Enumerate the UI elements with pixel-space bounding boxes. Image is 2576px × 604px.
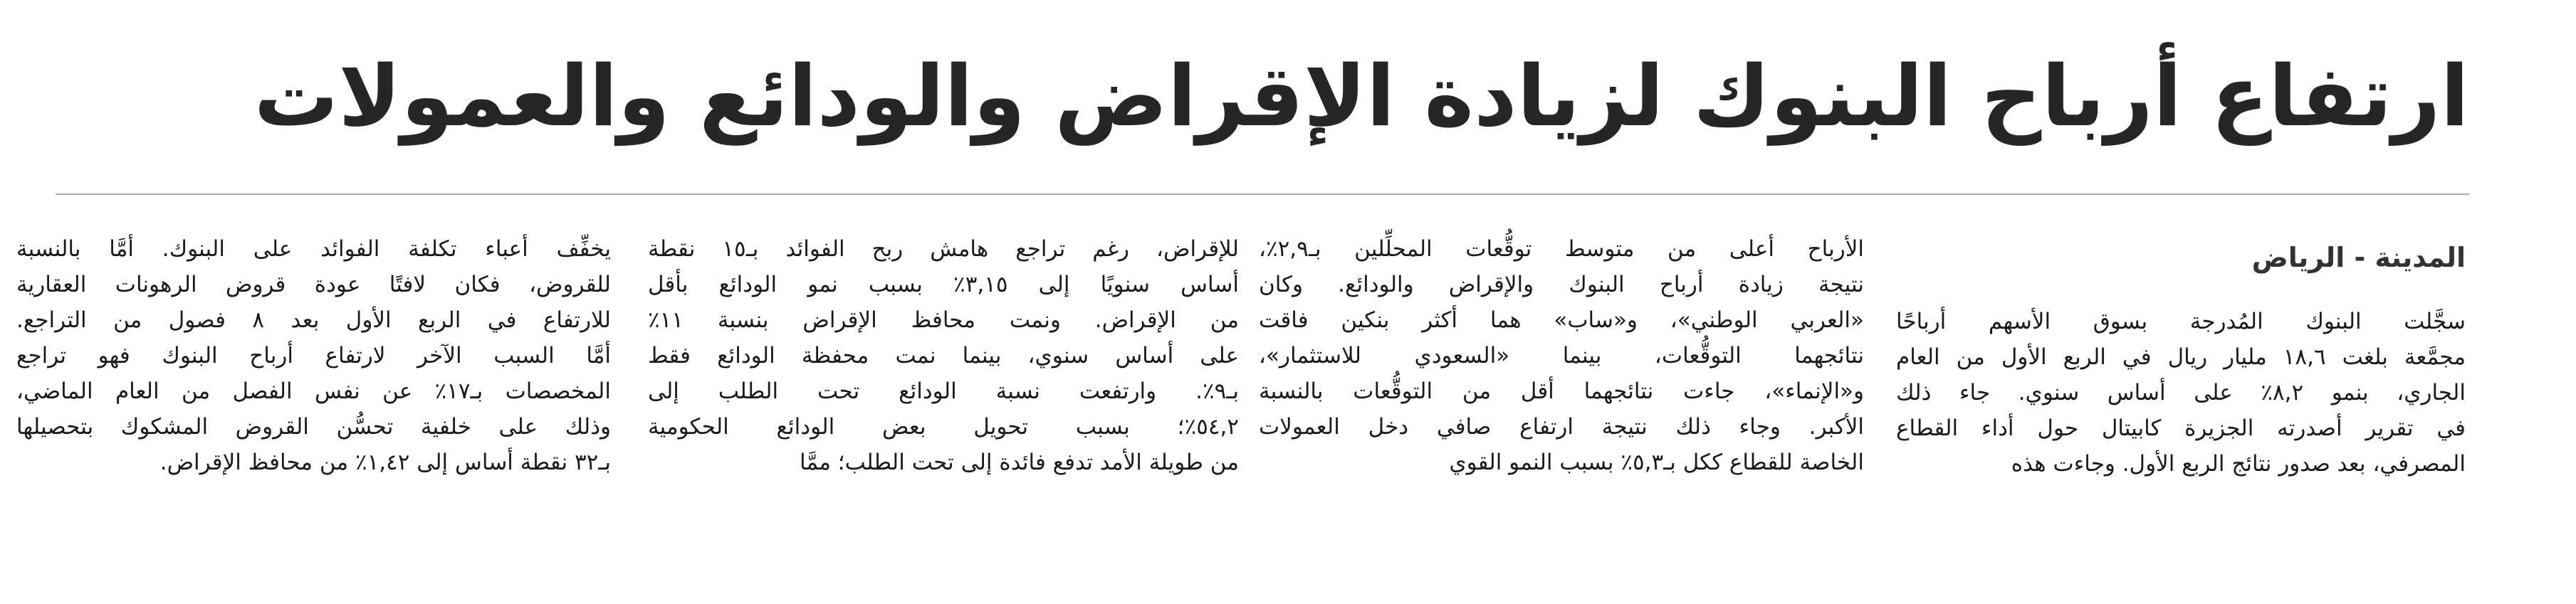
article-headline: ارتفاع أرباح البنوك لزيادة الإقراض والودائع والعمولات — [253, 47, 2469, 145]
article-line: الخاصة للقطاع ككل بـ٥,٣٪ بسبب النمو القوي — [1449, 450, 1864, 475]
article-line: من الإقراض. ونمت محافظ الإقراض بنسبة ١١٪ — [648, 307, 1239, 333]
article-line: نتيجة زيادة أرباح البنوك والإقراض والودائع. وكان — [1259, 272, 1864, 297]
article-column-4 — [16, 231, 611, 480]
article-line: بـ٣٢ نقطة أساس إلى ١,٤٢٪ من محافظ الإقراض. — [159, 450, 611, 475]
article-line: أساس سنويًا إلى ٣,١٥٪ بسبب نمو الودائع بأقل — [648, 272, 1239, 297]
article-column-1 — [1896, 231, 2466, 482]
article-line: و«الإنماء»، جاءت نتائجهما أقل من التوقُّعات بالنسبة — [1259, 378, 1864, 404]
article-line: الجاري، بنمو ٨,٢٪ على أساس سنوي. جاء ذلك — [1896, 380, 2466, 406]
article-column-3 — [648, 231, 1239, 480]
article-line: المخصصات بـ١٧٪ عن نفس الفصل من العام الماضي، — [16, 378, 611, 404]
article-line: أمَّا السبب الآخر لارتفاع أرباح البنوك فهو تراجع — [16, 343, 611, 369]
article-line: للإقراض، رغم تراجع هامش ربح الفوائد بـ١٥ نقطة — [648, 236, 1239, 262]
article-line: على أساس سنوي، بينما نمت محفظة الودائع فقط — [648, 343, 1239, 369]
article-line: يخفِّف أعباء تكلفة الفوائد على البنوك. أمَّا بالنسبة — [16, 236, 611, 262]
article-line: ٥٤,٢٪؛ بسبب تحويل بعض الودائع الحكومية — [648, 414, 1239, 440]
article-line: «العربي الوطني»، و«ساب» هما أكثر بنكين فاقت — [1259, 307, 1864, 333]
article-line: في تقرير أصدرته الجزيرة كابيتال حول أداء القطاع — [1896, 415, 2466, 441]
article-line: سجَّلت البنوك المُدرجة بسوق الأسهم أرباحًا — [1896, 309, 2466, 334]
article-line: للقروض، فكان لافتًا عودة قروض الرهونات العقارية — [16, 272, 611, 297]
article-line: بـ٩٪. وارتفعت نسبة الودائع تحت الطلب إلى — [648, 378, 1239, 404]
headline-divider — [56, 194, 2469, 195]
article-line: وذلك على خلفية تحسُّن القروض المشكوك بتحصيلها — [16, 414, 611, 440]
article-byline: المدينة - الرياض — [2251, 242, 2466, 273]
article-line: نتائجهما التوقُّعات، بينما «السعودي للاستثمار»، — [1259, 343, 1864, 369]
article-line: للارتفاع في الربع الأول بعد ٨ فصول من التراجع. — [16, 307, 611, 333]
article-line: المصرفي، بعد صدور نتائج الربع الأول. وجاءت هذه — [2011, 451, 2466, 477]
article-line: من طويلة الأمد تدفع فائدة إلى تحت الطلب؛ ممَّا — [799, 450, 1239, 475]
article-column-2 — [1259, 231, 1864, 480]
article-line: الأرباح أعلى من متوسط توقُّعات المحلِّلين بـ٢,٩٪، — [1259, 236, 1864, 262]
article-line: مجمَّعة بلغت ١٨,٦ مليار ريال في الربع الأول من العام — [1896, 344, 2466, 370]
article-line: الأكبر. وجاء ذلك نتيجة ارتفاع صافي دخل العمولات — [1259, 414, 1864, 440]
